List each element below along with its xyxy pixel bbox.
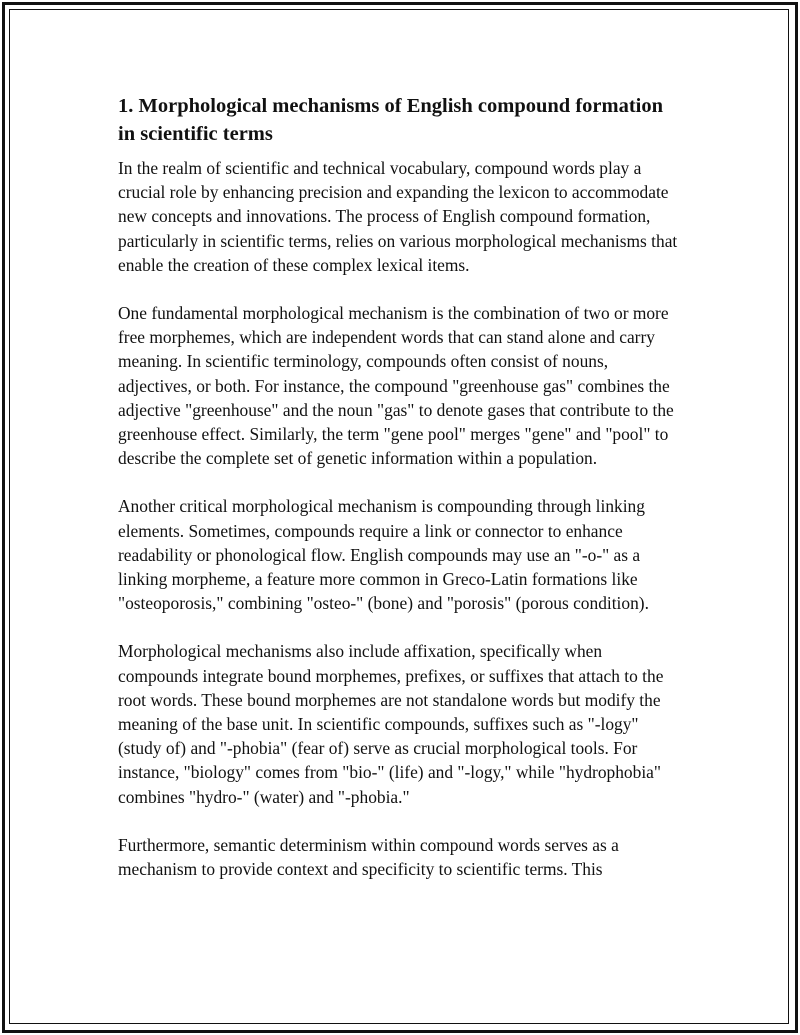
- paragraph-semantic-determinism: Furthermore, semantic determinism within compound words serves as a mechanism to provide context and specificity to scientific terms. This: [118, 834, 619, 880]
- paragraph-affixation: Morphological mechanisms also include affixation, specifically when compounds integrate bound morphemes, prefixes, or suffixes that attach to the root words. These bound morphemes are not standalone words but modify the meaning of the base unit. In scientific compounds, suffixes such as "-logy" (study of) and "-phobia" (fear of) serve as crucial morphological tools. For instance, "biology" comes from "bio-" (life) and "-logy," while "hydrophobia" combines "hydro-" (water) and "-phobia.": [118, 641, 664, 807]
- document-body: [118, 92, 684, 905]
- paragraph-free-morphemes: One fundamental morphological mechanism is the combination of two or more free morphemes, which are independent words that can stand alone and carry meaning. In scientific terminology, compounds often consist of nouns, adjectives, or both. For instance, the compound "greenhouse gas" combines the adjective "greenhouse" and the noun "gas" to denote gases that contribute to the greenhouse effect. Similarly, the term "gene pool" merges "gene" and "pool" to describe the complete set of genetic information within a population.: [118, 303, 674, 469]
- section-heading: 1. Morphological mechanisms of English compound formation in scientific terms: [118, 95, 663, 145]
- paragraph-linking-elements: Another critical morphological mechanism is compounding through linking elements. Sometimes, compounds require a link or connector to enhance readability or phonological flow. English compounds may use an "-o-" as a linking morpheme, a feature more common in Greco-Latin formations like "osteoporosis," combining "osteo-" (bone) and "porosis" (porous condition).: [118, 496, 649, 614]
- paragraph-intro: In the realm of scientific and technical vocabulary, compound words play a crucial role by enhancing precision and expanding the lexicon to accommodate new concepts and innovations. The process of English compound formation, particularly in scientific terms, relies on various morphological mechanisms that enable the creation of these complex lexical items.: [118, 158, 678, 275]
